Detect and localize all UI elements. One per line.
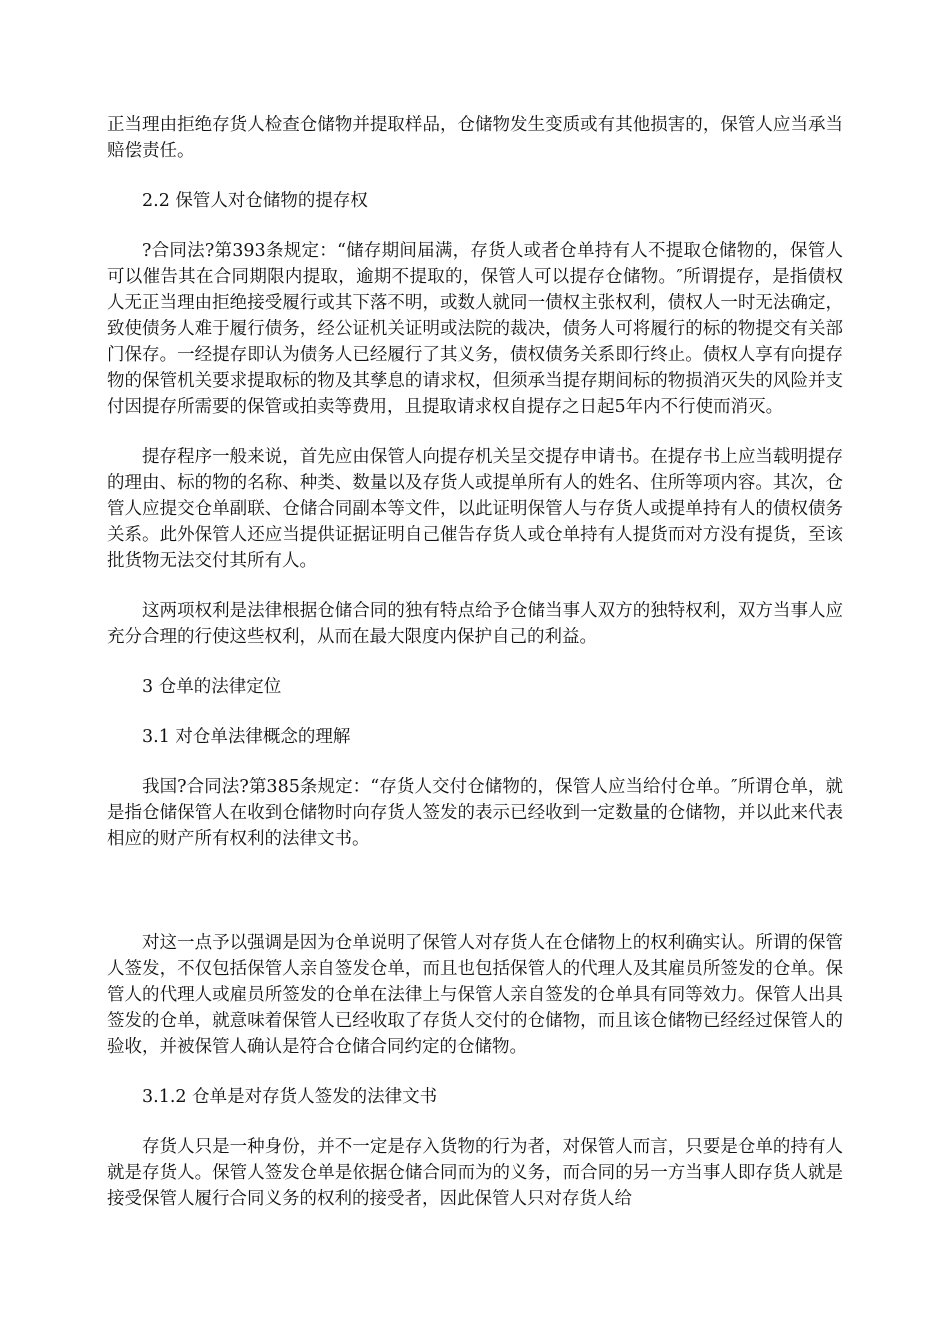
paragraph-deposit-definition: ?合同法?第393条规定：“储存期间届满，存货人或者仓单持有人不提取仓储物的，保管人可以催告其在合同期限内提取，逾期不提取的，保管人可以提存仓储物。″所谓提存，是指债权人无正当理由拒绝接受履行或其下落不明，或数人就同一债权主张权利，债权人一时无法确定，致使债务人难于履行债务，经公证机关证明或法院的裁决，债务人可将履行的标的物提交有关部门保存。一经提存即认为债务人已经履行了其义务，债权债务关系即行终止。债权人享有向提存物的保管机关要求提取标的物及其孳息的请求权，但须承当提存期间标的物损消灭失的风险并支付因提存所需要的保管或拍卖等费用，且提取请求权自提存之日起5年内不行使而消灭。 (107, 241, 843, 417)
paragraph-custodian-signing: 对这一点予以强调是因为仓单说明了保管人对存货人在仓储物上的权利确实认。所谓的保管人签发，不仅包括保管人亲自签发仓单，而且也包括保管人的代理人及其雇员所签发的仓单。保管人的代理人或雇员所签发的仓单在法律上与保管人亲自签发的仓单具有同等效力。保管人出具签发的仓单，就意味着保管人已经收取了存货人交付的仓储物，而且该仓储物已经经过保管人的验收，并被保管人确认是符合仓储合同约定的仓储物。 (107, 933, 843, 1057)
paragraph-depositor-identity: 存货人只是一种身份，并不一定是存入货物的行为者，对保管人而言，只要是仓单的持有人就是存货人。保管人签发仓单是依据仓储合同而为的义务，而合同的另一方当事人即存货人就是接受保管人履行合同义务的权利的接受者，因此保管人只对存货人给 (107, 1137, 843, 1209)
section-heading-3-1: 3.1 对仓单法律概念的理解 (142, 727, 351, 747)
paragraph-deposit-procedure: 提存程序一般来说，首先应由保管人向提存机关呈交提存申请书。在提存书上应当载明提存的理由、标的物的名称、种类、数量以及存货人或提单所有人的姓名、住所等项内容。其次，仓管人应提交仓单副联、仓储合同副本等文件，以此证明保管人与存货人或提单持有人的债权债务关系。此外保管人还应当提供证据证明自己催告存货人或仓单持有人提货而对方没有提货，至该批货物无法交付其所有人。 (107, 447, 843, 571)
document-page (107, 112, 843, 1212)
section-heading-3: 3 仓单的法律定位 (142, 677, 282, 697)
section-heading-3-1-2: 3.1.2 仓单是对存货人签发的法律文书 (142, 1087, 438, 1107)
paragraph-warehouse-receipt-definition: 我国?合同法?第385条规定：“存货人交付仓储物的，保管人应当给付仓单。″所谓仓单，就是指仓储保管人在收到仓储物时向存货人签发的表示已经收到一定数量的仓储物，并以此来代表相应的财产所有权利的法律文书。 (107, 777, 843, 849)
paragraph-rights-summary: 这两项权利是法律根据仓储合同的独有特点给予仓储当事人双方的独特权利，双方当事人应充分合理的行使这些权利，从而在最大限度内保护自己的利益。 (107, 601, 843, 647)
section-heading-2-2: 2.2 保管人对仓储物的提存权 (142, 191, 368, 211)
paragraph-continuation: 正当理由拒绝存货人检查仓储物并提取样品，仓储物发生变质或有其他损害的，保管人应当承当赔偿责任。 (107, 115, 843, 161)
